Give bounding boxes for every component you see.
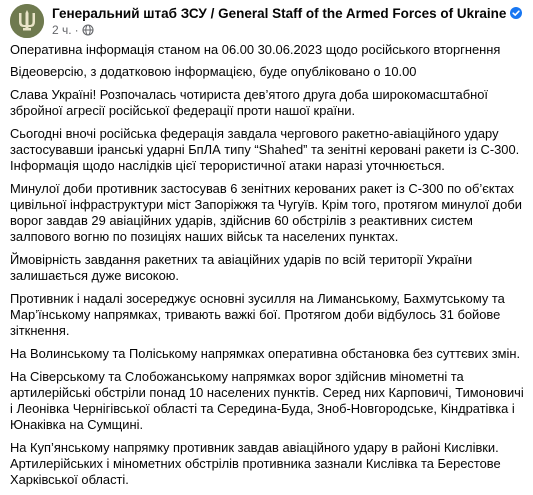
- avatar[interactable]: [10, 4, 44, 38]
- author-line: [52, 6, 522, 22]
- post-timestamp[interactable]: 2 ч.: [52, 23, 72, 37]
- paragraph-previous-day: Минулої доби противник застосував 6 зенітних керованих ракет із С-300 по об’єктах цивільної інфраструктури міст Запоріжжя та Чугуїв. Крім того, протягом минулої доби ворог завдав 29 авіаційних ударів, здійснив 60 обстрілів з реактивних систем залпового вогню по позиціях наших військ та населених пунктах.: [10, 181, 522, 244]
- paragraph-siversk-slobozhansk: На Сіверському та Слобожанському напрямках ворог здійснив мінометні та артилерійські обстріли понад 10 населених пунктів. Серед них Карповичі, Тимоновичі і Леонівка Чернігівської області та Середина-Буда, Зноб-Новгородське, Кіндратівка і Юнаківка на Сумщині.: [10, 369, 524, 432]
- paragraph-kupiansk: На Куп’янському напрямку противник завдав авіаційного удару в районі Кислівки. Артилерійських і мінометних обстрілів противника зазнали Кислівка та Берестове Харківської області.: [10, 440, 501, 487]
- paragraph-video-note: Відеоверсію, з додатковою інформацією, буде опубліковано о 10.00: [10, 64, 417, 79]
- paragraph-threat-level: Ймовірність завдання ракетних та авіаційних ударів по всій території України залишається дуже високою.: [10, 252, 473, 283]
- paragraph-volyn-polissia: На Волинському та Поліському напрямках оперативна обстановка без суттєвих змін.: [10, 346, 521, 361]
- verified-badge-icon: [510, 7, 522, 19]
- post-meta: [52, 23, 94, 39]
- post-body: [10, 42, 526, 495]
- author-name[interactable]: Генеральний штаб ЗСУ / General Staff of the Armed Forces of Ukraine: [52, 6, 507, 21]
- paragraph-intro: Слава Україні! Розпочалась чотириста дев’ятого друга доба широкомасштабної збройної агресії російської федерації проти нашої країни.: [10, 87, 488, 118]
- paragraph-headline: Оперативна інформація станом на 06.00 30.06.2023 щодо російського вторгнення: [10, 42, 501, 57]
- paragraph-main-efforts: Противник і надалі зосереджує основні зусилля на Лиманському, Бахмутському та Мар’їнському напрямках, тривають важкі бої. Протягом доби відбулось 31 бойове зіткнення.: [10, 291, 505, 338]
- paragraph-night-strike: Сьогодні вночі російська федерація завдала чергового ракетно-авіаційного удару застосувавши іранські ударні БпЛА типу “Shahed” та зенітні керовані ракети із С-300. Інформація щодо наслідків цієї терористичної атаки наразі уточнюється.: [10, 126, 520, 173]
- meta-separator: ·: [74, 23, 79, 37]
- globe-icon: [82, 24, 94, 39]
- post-header: [10, 4, 523, 38]
- trident-emblem-icon: [10, 4, 44, 38]
